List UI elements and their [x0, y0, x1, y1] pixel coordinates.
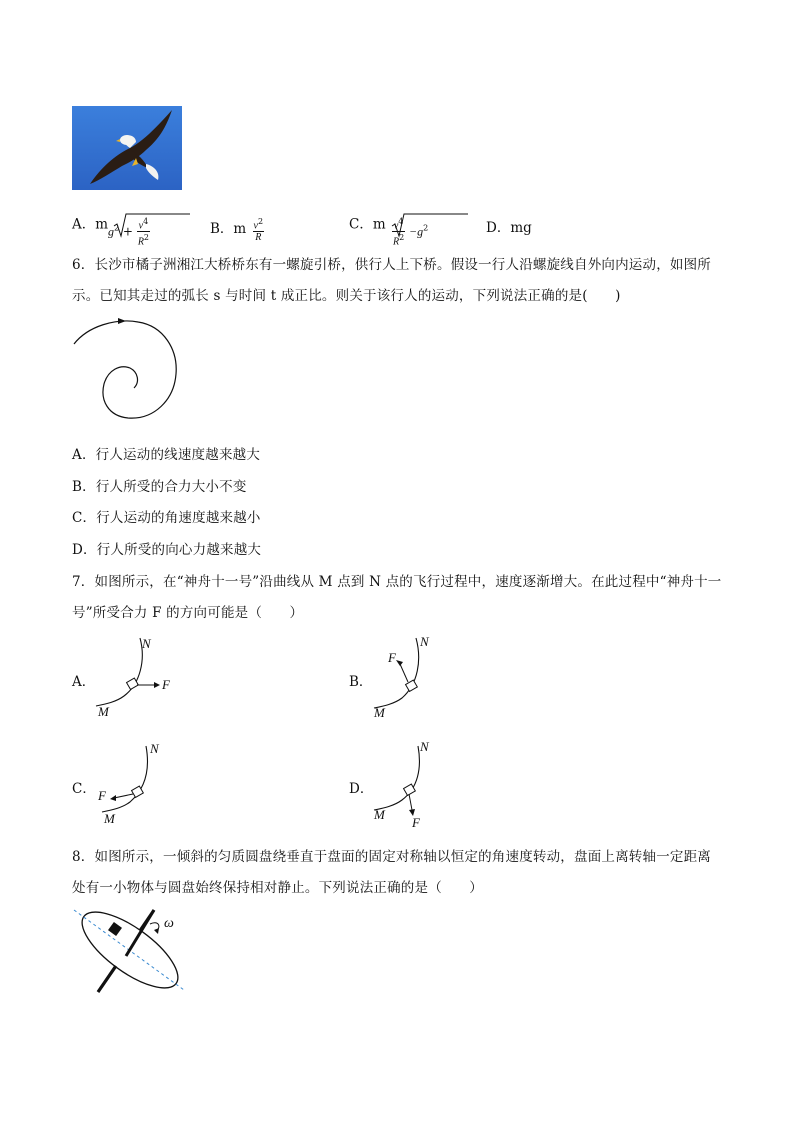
- label-f: F: [412, 815, 420, 830]
- q7-option-b-label: B．: [349, 674, 373, 690]
- label-n: N: [420, 739, 429, 754]
- eagle-image: [72, 106, 182, 190]
- q8-line-2: 处有一小物体与圆盘始终保持相对静止。下列说法正确的是（ ）: [72, 880, 483, 896]
- eagle-photo: [72, 106, 182, 190]
- q7-option-a-label: A．: [72, 674, 96, 690]
- rotation-arrow-icon: [154, 928, 159, 934]
- q5-option-a: A．m: [72, 212, 192, 238]
- q5-option-d: D．mg: [486, 220, 532, 236]
- q7-line-1: 7．如图所示，在“神舟十一号”沿曲线从 M 点到 N 点的飞行过程中，速度逐渐增大。在此过程中“神舟十一: [72, 574, 722, 590]
- q7-option-d-label: D．: [349, 781, 374, 797]
- q6-line-1: 6．长沙市橘子洲湘江大桥桥东有一螺旋引桥，供行人上下桥。假设一行人沿螺旋线自外向内运动，如图所: [72, 257, 711, 273]
- spiral-diagram: [68, 314, 184, 426]
- q6-option-c: C．行人运动的角速度越来越小: [72, 510, 261, 526]
- q7-option-c-label: C．: [72, 781, 96, 797]
- label-m: M: [374, 807, 385, 822]
- label-m: M: [374, 705, 385, 720]
- label-n: N: [150, 741, 159, 756]
- tilted-disk-diagram: [70, 906, 200, 998]
- q6-option-a: A．行人运动的线速度越来越大: [72, 447, 261, 463]
- q6-line-2: 示。已知其走过的弧长 s 与时间 t 成正比。则关于该行人的运动，下列说法正确的是( ): [72, 288, 621, 304]
- label-n: N: [420, 634, 429, 649]
- q8-line-1: 8．如图所示，一倾斜的匀质圆盘绕垂直于盘面的固定对称轴以恒定的角速度转动，盘面上离转轴一定距离: [72, 849, 711, 865]
- q5-option-b: B．m $\frac{v^2}{R}$: [210, 217, 264, 244]
- arrow-icon: [118, 318, 126, 324]
- label-m: M: [98, 704, 109, 719]
- label-m: M: [104, 811, 115, 826]
- label-f: F: [98, 788, 106, 803]
- q6-option-d: D．行人所受的向心力越来越大: [72, 542, 262, 558]
- q5-option-c: C．m: [349, 212, 470, 238]
- q5-c-expr: $\frac{v^4}{R^2}$ $-g^2$: [393, 217, 429, 248]
- label-n: N: [142, 636, 151, 651]
- q7-line-2: 号”所受合力 F 的方向可能是（ ）: [72, 605, 304, 621]
- q6-option-b: B．行人所受的合力大小不变: [72, 479, 247, 495]
- q5-a-expr: $g^2$ + $\frac{v^4}{R^2}$: [108, 217, 150, 248]
- label-f: F: [162, 677, 170, 692]
- omega-label: ω: [164, 916, 174, 931]
- label-f: F: [388, 650, 396, 665]
